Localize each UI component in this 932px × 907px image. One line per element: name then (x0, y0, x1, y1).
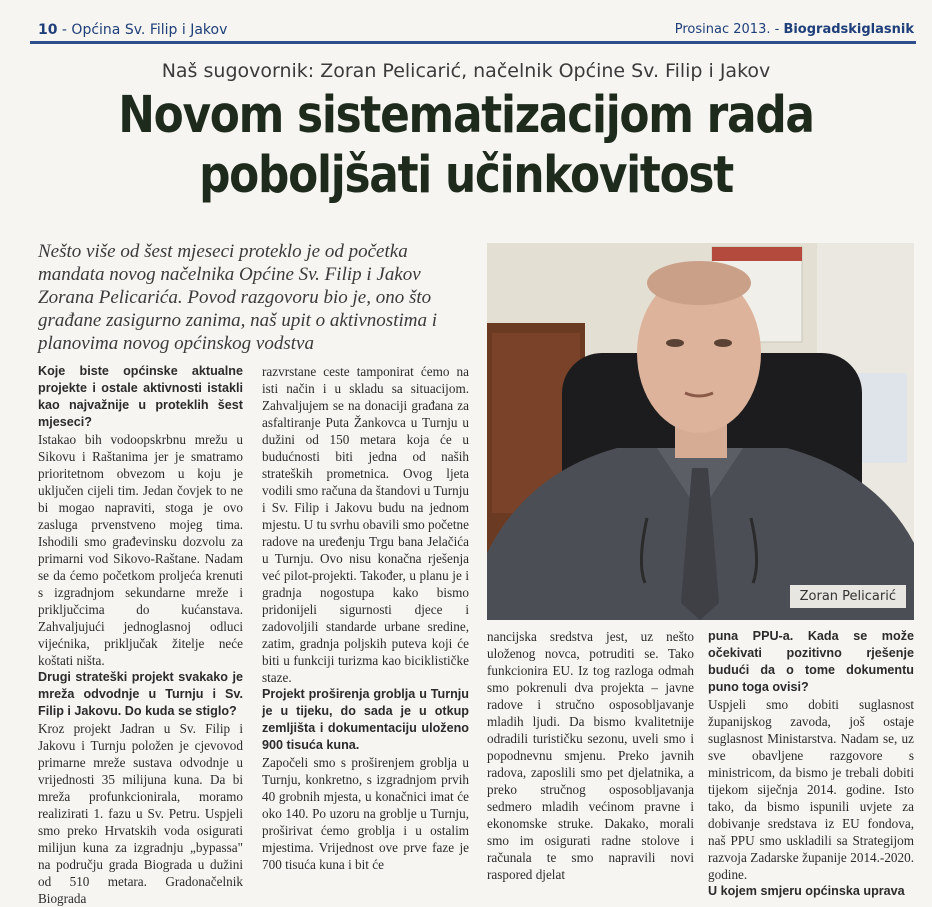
text-column-1 (38, 363, 243, 906)
issue-date: Prosinac 2013. - (674, 22, 784, 37)
section-name: - Općina Sv. Filip i Jakov (57, 22, 228, 38)
answer-3: Započeli smo s proširenjem groblja u Turnju, konkretno, s izgradnjom prvih 40 grobnih mjesta, u konačnici imat će oko 140. Po uzoru na groblje u Turnju, proširivat ćemo groblja i u ostalim mjestima. Vrijednost ove prve faze je 700 tisuća kuna i bit će (262, 755, 469, 872)
question-4: puna PPU-a. Kada se može očekivati pozitivno rješenje budući da o tome dokumentu puno toga ovisi? (708, 629, 914, 694)
headline-line-1: Novom sistematizacijom rada (118, 86, 814, 145)
question-1: Koje biste općinske aktualne projekte i ostale aktivnosti istakli kao najvažnije u proteklih šest mjeseci? (38, 364, 243, 429)
answer-2: Kroz projekt Jadran u Sv. Filip i Jakovu i Turnju položen je cjevovod primarne mreže sustava odvodnje u vrijednosti 35 milijuna kuna. Da bi mreža profunkcionirala, moramo realizirati 1. fazu u Sv. Petru. Uspjeli smo preko Hrvatskih voda osigurati milijun kuna za izgradnju „bypassa" na području grada Biograda u dužini od 510 metara. Gradonačelnik Biograda (38, 721, 243, 906)
portrait-photo (487, 243, 914, 620)
question-5: U kojem smjeru općinska uprava (708, 884, 905, 898)
question-3: Projekt proširenja groblja u Turnju je u tijeku, do sada je u otkup zemljišta i dokumentaciju uloženo 900 tisuća kuna. (262, 687, 469, 752)
answer-1: Istakao bih vodoopskrbnu mrežu u Sikovu i Raštanima jer je smatramo prioritetnom obvezom u koju je uključen cijeli tim. Jedan čovjek to ne bi mogao napraviti, stoga je ovo zasluga prvenstveno mojeg tima. Ishodili smo građevinsku dozvolu za primarni vod Sikovo-Raštane. Nadam se da ćemo početkom proljeća krenuti s izgradnjom sekundarne mreže i priključcima do kućanstava. Zahvaljujući jednoglasnoj odluci vijećnika, priključak žitelje neće koštati ništa. (38, 432, 243, 668)
publication-name: Biogradskiglasnik (783, 22, 914, 37)
text-column-4 (708, 628, 914, 898)
question-2: Drugi strateški projekt svakako je mreža odvodnje u Turnju i Sv. Filip i Jakovu. Do kuda se stiglo? (38, 670, 243, 718)
header-left (38, 22, 227, 38)
answer-continued: razvrstane ceste tamponirat ćemo na isti način i u skladu sa situacijom. Zahvaljujem se na donaciji građana za asfaltiranje Puta Žankovca u Turnju u dužini od 150 metara koja će u budućnosti biti jedna od naših strateških prometnica. Ovog ljeta vodili smo računa da štandovi u Turnju i Sv. Filip i Jakovu budu na jednom mjestu. U tu svrhu obavili smo početne radove na uređenju Trgu bana Jelačića u Turnju. Ovo nisu konačna rješenja već pilot-projekti. Također, u planu je i gradnja nogostupa kako bismo pridonijeli sigurnosti djece i zadovoljili standarde urbane sredine, zatim, gradnja poljskih puteva koji će biti u funkciji turizma kao biciklističke staze. (262, 364, 469, 685)
text-column-3 (487, 628, 694, 882)
article-lede: Nešto više od šest mjeseci proteklo je od početka mandata novog načelnika Općine Sv. Filip i Jakov Zorana Pelicarića. Povod razgovoru bio je, ono što građane zasigurno zanima, naš upit o aktivnostima i planovima novog općinskog vodstva (38, 241, 438, 354)
portrait-illustration (487, 243, 914, 620)
page-header (0, 0, 932, 44)
headline-line-2: poboljšati učinkovitost (199, 146, 733, 205)
text-column-2 (262, 363, 469, 872)
header-rule (30, 41, 916, 44)
page-number: 10 (38, 22, 58, 38)
answer-continued-2: nancijska sredstva jest, uz nešto uloženog novca, potruditi se. Tako funkcionira EU. Iz tog razloga odmah smo pokrenuli dva projekta – javne radove i stručno osposobljavanje mladih ljudi. Da bismo kvalitetnije odradili turističku sezonu, uveli smo i popodnevnu smjenu. Preko javnih radova, zaposlili smo pet djelatnika, a preko stručnog osposobljavanja sedmero mladih većinom pravne i ekonomske struke. Dakako, morali smo im osigurati radne stolove i računala te smo napravili novi raspored djelat (487, 629, 694, 882)
header-right (675, 22, 914, 37)
photo-caption: Zoran Pelicarić (790, 585, 906, 608)
article-headline (65, 86, 867, 206)
answer-4: Uspjeli smo dobiti suglasnost županijskog zavoda, još ostaje suglasnost Ministarstva. Nadam se, uz sve obavljene razgovore s ministricom, da bismo je trebali dobiti tijekom siječnja 2014. godine. Isto tako, da bismo ispunili uvjete za dobivanje sredstava iz EU fondova, naš PPU smo uskladili sa Strategijom razvoja Zadarske županije 2014.-2020. godine. (708, 697, 914, 882)
article-kicker: Naš sugovornik: Zoran Pelicarić, načelnik Općine Sv. Filip i Jakov (161, 60, 771, 82)
